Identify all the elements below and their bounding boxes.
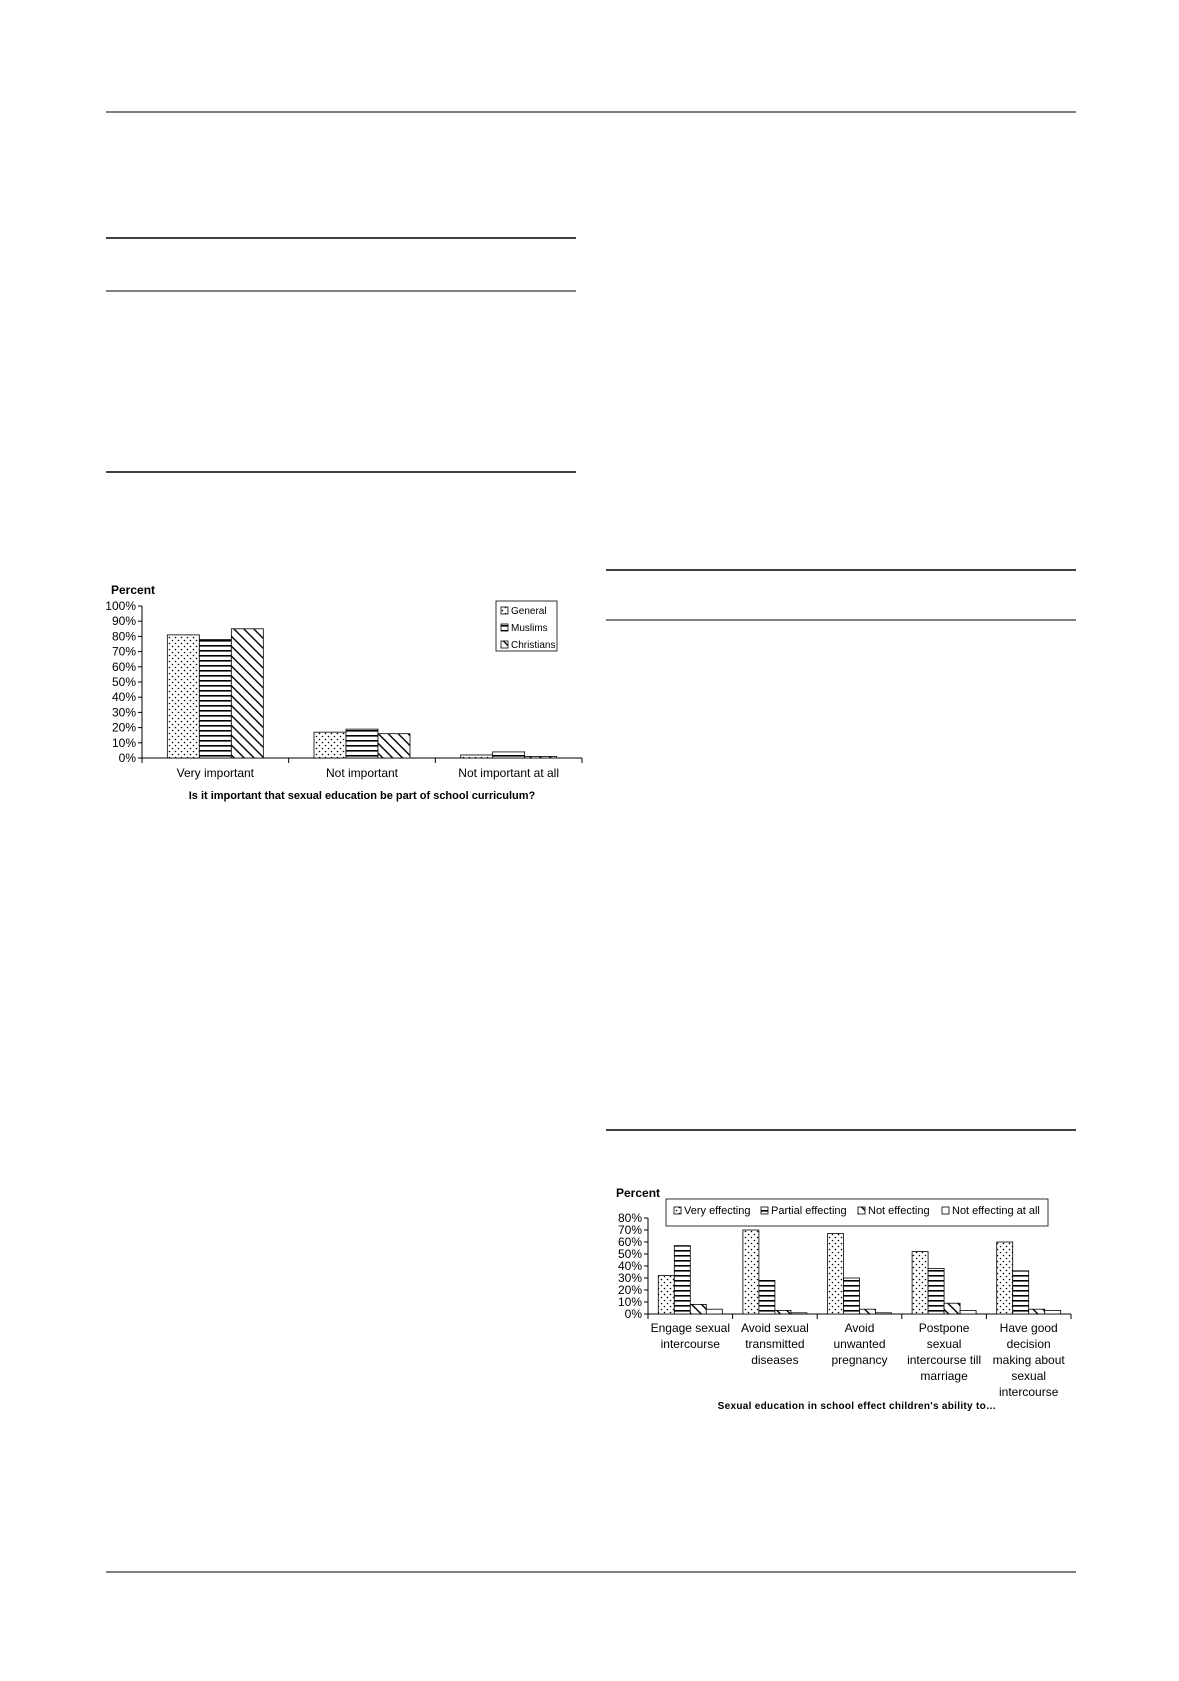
chart2-y-tick-label: 70% xyxy=(617,1223,642,1237)
chart1-y-tick-label: 0% xyxy=(118,751,136,765)
bar-very-effecting xyxy=(658,1276,674,1314)
category-label: Avoid unwanted pregnancy xyxy=(831,1321,888,1367)
legend-swatch-not-effecting xyxy=(858,1207,865,1214)
bar-not-effecting-at-all xyxy=(706,1309,722,1314)
chart2-y-tick-label: 20% xyxy=(617,1283,642,1297)
chart1-y-tick-label: 70% xyxy=(111,644,136,659)
category-label: Very important xyxy=(176,766,255,780)
bar-not-effecting xyxy=(860,1309,876,1314)
legend-swatch-partial-effecting xyxy=(761,1207,768,1214)
chart1-y-tick-label: 30% xyxy=(111,705,136,720)
bar-not-effecting-at-all xyxy=(791,1313,807,1314)
chart1-y-tick-label: 80% xyxy=(111,629,136,644)
chart2-y-tick-label: 30% xyxy=(617,1271,642,1285)
bar-not-effecting xyxy=(944,1303,960,1314)
category-label: Postpone sexual intercourse till marriage xyxy=(907,1321,982,1383)
bar-not-effecting-at-all xyxy=(960,1310,976,1314)
chart1-y-tick-label: 10% xyxy=(111,735,136,750)
chart2-xlabel: Sexual education in school effect children's ability to… xyxy=(717,1401,997,1412)
bar-partial-effecting xyxy=(674,1246,690,1314)
category-label: Avoid sexual transmitted diseases xyxy=(740,1321,809,1367)
legend-label-not-effecting-at-all: Not effecting at all xyxy=(952,1205,1040,1217)
bar-very-effecting xyxy=(743,1230,759,1314)
chart2-y-tick-label: 60% xyxy=(617,1235,642,1249)
legend-label-not-effecting: Not effecting xyxy=(868,1205,930,1217)
chart1-y-tick-label: 60% xyxy=(111,659,136,674)
bar-very-effecting xyxy=(912,1252,928,1314)
chart2-y-tick-label: 10% xyxy=(617,1295,642,1309)
legend-label-general: General xyxy=(511,606,547,617)
chart2-y-tick-label: 0% xyxy=(624,1307,642,1321)
chart1-y-tick-label: 20% xyxy=(111,720,136,735)
bar-partial-effecting xyxy=(759,1280,775,1314)
category-label: Engage sexual intercourse xyxy=(650,1321,731,1351)
category-label: Not important xyxy=(325,766,399,780)
chart1-y-tick-label: 50% xyxy=(111,675,136,689)
bar-not-effecting xyxy=(775,1310,791,1314)
chart1-xlabel: Is it important that sexual education be part of school curriculum? xyxy=(188,790,536,802)
chart1-y-tick-label: 100% xyxy=(105,599,136,613)
chart2-y-tick-label: 80% xyxy=(617,1211,642,1225)
chart2-y-tick-label: 50% xyxy=(617,1247,642,1261)
bar-partial-effecting xyxy=(1013,1271,1029,1314)
legend-swatch-not-effecting-at-all xyxy=(942,1207,949,1214)
bar-partial-effecting xyxy=(844,1278,860,1314)
bar-very-effecting xyxy=(828,1234,844,1314)
chart2-ylabel: Percent xyxy=(616,1186,661,1200)
chart1-y-tick-label: 90% xyxy=(111,614,136,629)
legend-swatch-very-effecting xyxy=(674,1207,681,1214)
legend-label-very-effecting: Very effecting xyxy=(684,1205,751,1217)
bar-not-effecting-at-all xyxy=(876,1313,892,1314)
legend-label-christians: Christians xyxy=(511,640,556,651)
bar-not-effecting xyxy=(690,1304,706,1314)
bar-very-effecting xyxy=(997,1242,1013,1314)
category-label: Have good decision making about sexual intercourse xyxy=(992,1321,1065,1399)
chart2-y-tick-label: 40% xyxy=(617,1259,642,1273)
bar-not-effecting-at-all xyxy=(1045,1310,1061,1314)
bar-not-effecting xyxy=(1029,1309,1045,1314)
legend-label-partial-effecting: Partial effecting xyxy=(771,1205,847,1217)
chart1-ylabel: Percent xyxy=(111,583,156,597)
legend-label-muslims: Muslims xyxy=(511,623,548,634)
bar-partial-effecting xyxy=(928,1268,944,1314)
category-label: Not important at all xyxy=(458,766,560,780)
chart1-y-tick-label: 40% xyxy=(111,690,136,705)
